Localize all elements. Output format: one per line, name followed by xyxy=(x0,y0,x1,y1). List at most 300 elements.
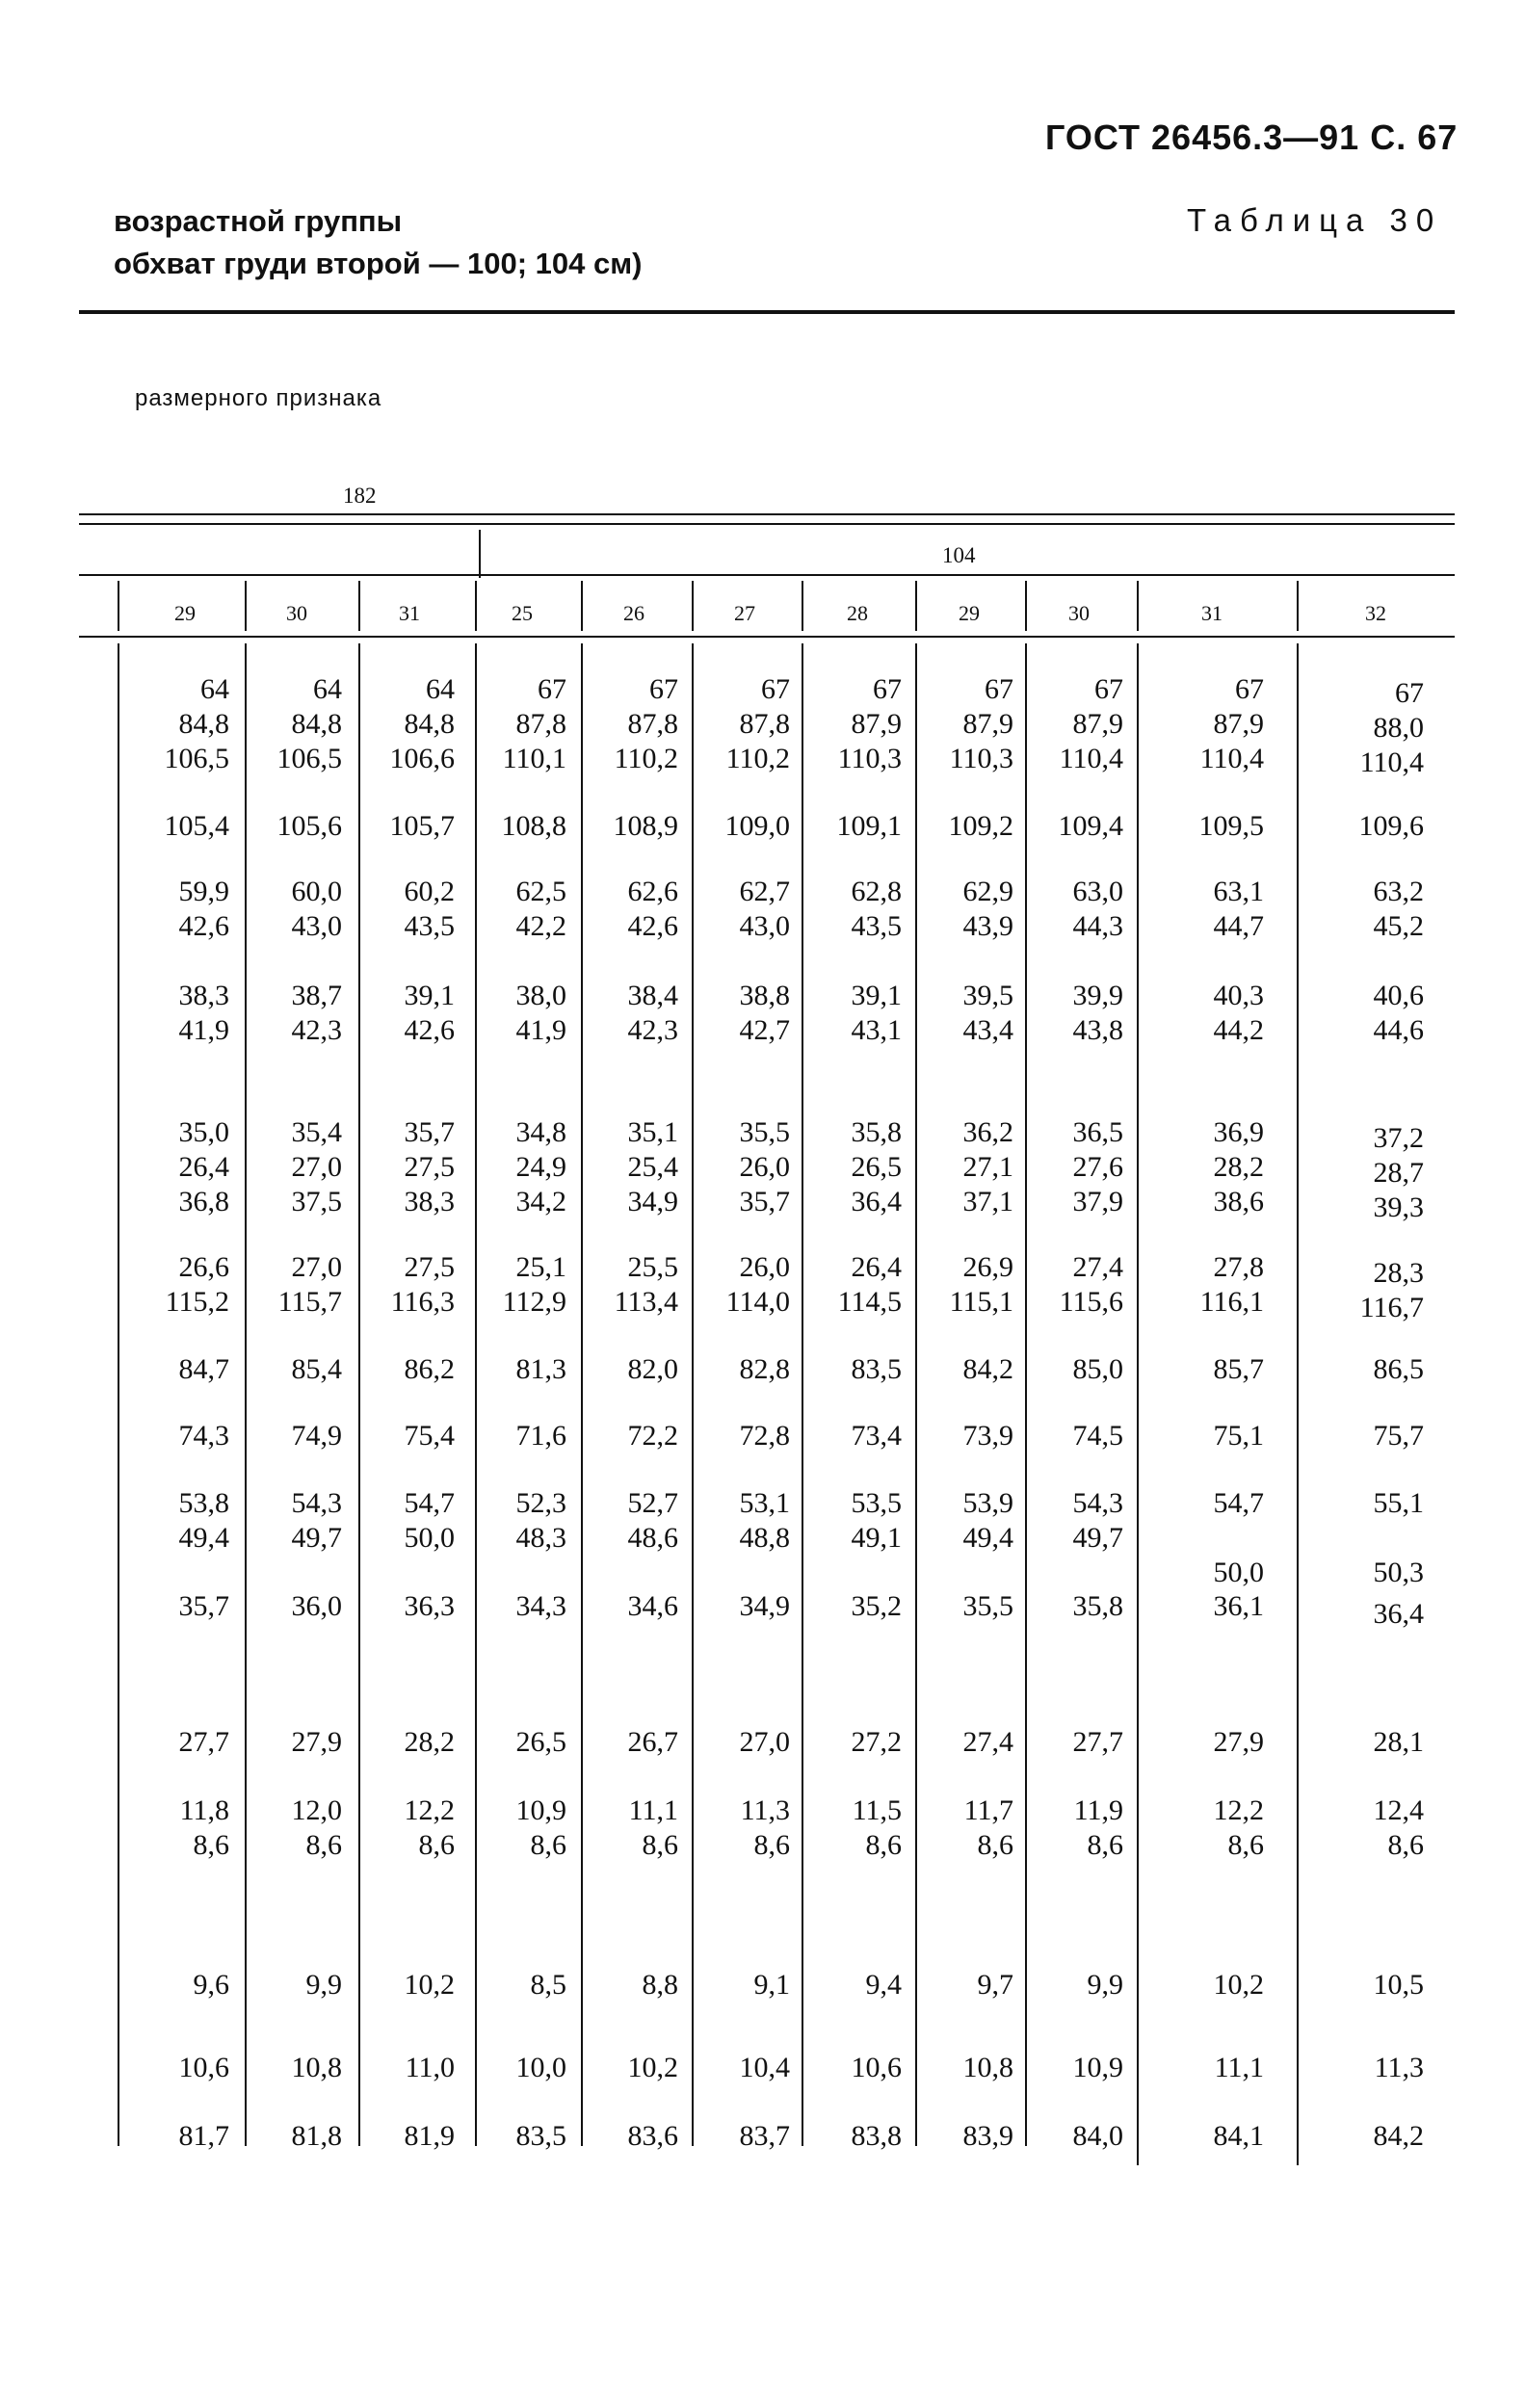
table-cell xyxy=(615,1250,678,1320)
table-cell xyxy=(628,875,679,944)
column-divider xyxy=(118,581,119,631)
table-cell xyxy=(1073,1352,1124,1387)
cell-value: 42,7 xyxy=(739,1014,790,1046)
table-cell xyxy=(1200,1250,1264,1320)
table-cell xyxy=(643,1968,679,2002)
cell-value: 8,6 xyxy=(305,1829,342,1861)
cell-value: 36,9 xyxy=(1213,1116,1264,1148)
header-rule xyxy=(79,310,1455,314)
table-cell xyxy=(1215,2051,1264,2085)
table-cell xyxy=(292,875,343,944)
table-cell xyxy=(853,1793,902,1863)
table-cell xyxy=(1073,1486,1124,1556)
column-header: 28 xyxy=(847,601,868,625)
cell-value: 63,0 xyxy=(1072,876,1123,907)
cell-value: 50,0 xyxy=(404,1522,455,1554)
cell-value: 8,6 xyxy=(753,1829,790,1861)
column-header: 31 xyxy=(1201,601,1223,625)
cell-value: 49,4 xyxy=(962,1522,1013,1554)
cell-value: 55,1 xyxy=(1373,1487,1424,1519)
cell-value: 34,2 xyxy=(515,1186,566,1217)
height-group-rule xyxy=(79,523,1455,525)
cell-value: 62,6 xyxy=(627,876,678,907)
cell-value: 25,4 xyxy=(627,1151,678,1183)
cell-value: 10,9 xyxy=(515,1794,566,1826)
cell-value: 109,6 xyxy=(1358,810,1424,842)
cell-value: 27,5 xyxy=(404,1151,455,1183)
cell-value: 35,4 xyxy=(291,1116,342,1148)
table-cell xyxy=(531,1968,567,2002)
cell-value: 27,1 xyxy=(962,1151,1013,1183)
cell-value: 54,7 xyxy=(1213,1487,1264,1519)
cell-value: 113,4 xyxy=(614,1286,678,1318)
cell-value: 26,6 xyxy=(178,1251,229,1283)
table-cell xyxy=(852,1486,903,1556)
table-cell xyxy=(963,2119,1014,2154)
cell-value: 83,7 xyxy=(739,2120,790,2152)
cell-value: 49,1 xyxy=(851,1522,902,1554)
table-cell xyxy=(740,1725,791,1760)
cell-value: 105,4 xyxy=(164,810,229,842)
cell-value: 35,7 xyxy=(404,1116,455,1148)
table-cell xyxy=(1214,1115,1265,1219)
cell-value: 85,4 xyxy=(291,1353,342,1385)
cell-value: 39,1 xyxy=(851,980,902,1011)
cell-value: 75,4 xyxy=(404,1420,455,1452)
table-cell xyxy=(1073,875,1124,944)
table-subtitle-line-1: возрастной группы xyxy=(114,204,403,238)
cell-value: 9,1 xyxy=(753,1969,790,2001)
body-column-divider xyxy=(245,643,247,2146)
table-cell xyxy=(740,1419,791,1453)
table-cell xyxy=(740,1486,791,1556)
body-column-divider xyxy=(581,643,583,2146)
cell-value: 9,7 xyxy=(977,1969,1013,2001)
cell-value: 28,2 xyxy=(404,1726,455,1758)
table-cell xyxy=(866,1968,903,2002)
cell-value: 38,8 xyxy=(739,980,790,1011)
column-divider xyxy=(358,581,360,631)
table-cell xyxy=(628,979,679,1048)
cell-value: 67 xyxy=(649,673,678,705)
cell-value: 115,7 xyxy=(277,1286,342,1318)
table-cell xyxy=(1360,1256,1424,1325)
table-cell xyxy=(1199,809,1265,844)
cell-value: 84,1 xyxy=(1213,2120,1264,2152)
table-cell xyxy=(1214,875,1265,944)
cell-value: 83,5 xyxy=(515,2120,566,2152)
cell-value: 86,2 xyxy=(404,1353,455,1385)
table-cell xyxy=(628,2119,679,2154)
table-cell xyxy=(405,2119,456,2154)
cell-value: 27,6 xyxy=(1072,1151,1123,1183)
cell-value: 12,2 xyxy=(404,1794,455,1826)
column-header: 27 xyxy=(734,601,755,625)
body-column-divider xyxy=(692,643,694,2146)
cell-value: 64 xyxy=(200,673,229,705)
body-column-divider xyxy=(1025,643,1027,2146)
table-cell xyxy=(628,1115,679,1219)
table-cell xyxy=(963,2051,1014,2085)
table-cell xyxy=(179,1115,230,1219)
table-cell xyxy=(628,1486,679,1556)
table-cell xyxy=(502,809,567,844)
table-cell xyxy=(292,1793,343,1863)
table-cell xyxy=(740,1589,791,1624)
table-cell xyxy=(179,1589,230,1624)
cell-value: 72,2 xyxy=(627,1420,678,1452)
cell-value: 48,8 xyxy=(739,1522,790,1554)
table-cell xyxy=(405,1725,456,1760)
body-column-divider xyxy=(118,643,119,2146)
cell-value: 8,6 xyxy=(1227,1829,1264,1861)
cell-value: 12,2 xyxy=(1213,1794,1264,1826)
cell-value: 115,6 xyxy=(1059,1286,1123,1318)
cell-value xyxy=(1214,1521,1265,1556)
column-divider xyxy=(1137,581,1139,631)
cell-value: 87,8 xyxy=(627,708,678,740)
table-cell xyxy=(1214,1589,1265,1624)
table-cell xyxy=(740,1115,791,1219)
cell-value: 44,7 xyxy=(1213,910,1264,942)
cell-value: 87,8 xyxy=(515,708,566,740)
cell-value: 27,8 xyxy=(1213,1251,1264,1283)
cell-value: 81,9 xyxy=(404,2120,455,2152)
table-cell xyxy=(741,1793,790,1863)
cell-value: 60,2 xyxy=(404,876,455,907)
cell-value: 10,2 xyxy=(627,2052,678,2083)
cell-value: 115,1 xyxy=(949,1286,1013,1318)
cell-value: 11,5 xyxy=(852,1794,902,1826)
table-cell xyxy=(390,672,456,776)
table-cell xyxy=(1060,672,1123,776)
cell-value: 81,8 xyxy=(291,2120,342,2152)
cell-value: 44,6 xyxy=(1373,1014,1424,1046)
table-cell xyxy=(852,1115,903,1219)
table-cell xyxy=(852,2119,903,2154)
table-cell xyxy=(516,1352,567,1387)
table-cell xyxy=(194,1968,230,2002)
table-cell xyxy=(628,1589,679,1624)
cell-value: 110,2 xyxy=(614,743,678,774)
column-header: 29 xyxy=(959,601,980,625)
cell-value: 10,6 xyxy=(178,2052,229,2083)
cell-value: 8,6 xyxy=(1387,1829,1424,1861)
cell-value: 36,0 xyxy=(291,1590,342,1622)
table-cell xyxy=(292,1486,343,1556)
table-cell xyxy=(852,1352,903,1387)
cell-value: 110,4 xyxy=(1359,746,1424,778)
cell-value: 26,7 xyxy=(627,1726,678,1758)
cell-value: 42,6 xyxy=(404,1014,455,1046)
table-cell xyxy=(516,875,567,944)
cell-value: 11,3 xyxy=(1374,2052,1424,2083)
table-cell xyxy=(179,1486,230,1556)
cell-value: 24,9 xyxy=(515,1151,566,1183)
cell-value: 39,9 xyxy=(1072,980,1123,1011)
cell-value: 84,7 xyxy=(178,1353,229,1385)
table-cell xyxy=(277,809,343,844)
cell-value: 106,6 xyxy=(389,743,455,774)
body-column-divider xyxy=(802,643,803,2146)
cell-value: 11,1 xyxy=(1214,2052,1264,2083)
table-cell xyxy=(838,672,902,776)
table-cell xyxy=(1074,1793,1123,1863)
cell-value: 12,4 xyxy=(1373,1794,1424,1826)
table-cell xyxy=(1374,1793,1425,1863)
column-header: 30 xyxy=(1068,601,1090,625)
cell-value: 44,2 xyxy=(1213,1014,1264,1046)
cell-value: 34,9 xyxy=(627,1186,678,1217)
cell-value: 109,5 xyxy=(1198,810,1264,842)
cell-value: 67 xyxy=(985,673,1013,705)
cell-value: 27,7 xyxy=(178,1726,229,1758)
cell-value: 35,8 xyxy=(1072,1590,1123,1622)
cell-value: 59,9 xyxy=(178,876,229,907)
cell-value: 26,4 xyxy=(178,1151,229,1183)
cell-value: 110,4 xyxy=(1199,743,1264,774)
cell-value: 34,6 xyxy=(627,1590,678,1622)
column-divider xyxy=(915,581,917,631)
cell-value: 36,4 xyxy=(1373,1598,1424,1630)
cell-value: 116,7 xyxy=(1359,1292,1424,1323)
table-cell xyxy=(179,979,230,1048)
table-cell xyxy=(1214,1419,1265,1453)
cell-value: 35,7 xyxy=(178,1590,229,1622)
cell-value: 27,7 xyxy=(1072,1726,1123,1758)
table-cell xyxy=(406,2051,455,2085)
cell-value: 27,5 xyxy=(404,1251,455,1283)
cell-value: 106,5 xyxy=(276,743,342,774)
table-cell xyxy=(1088,1968,1124,2002)
cell-value: 110,3 xyxy=(837,743,902,774)
cell-value: 84,8 xyxy=(291,708,342,740)
cell-value: 81,7 xyxy=(178,2120,229,2152)
chest-group-label: 104 xyxy=(942,543,976,567)
cell-value: 87,9 xyxy=(962,708,1013,740)
table-cell xyxy=(628,2051,679,2085)
cell-value: 74,3 xyxy=(178,1420,229,1452)
cell-value: 54,7 xyxy=(404,1487,455,1519)
table-cell xyxy=(405,1115,456,1219)
cell-value: 48,3 xyxy=(515,1522,566,1554)
table-cell xyxy=(614,809,679,844)
cell-value: 42,3 xyxy=(627,1014,678,1046)
cell-value: 87,8 xyxy=(739,708,790,740)
cell-value: 25,1 xyxy=(515,1251,566,1283)
table-cell xyxy=(1374,1486,1425,1590)
cell-value: 27,0 xyxy=(291,1151,342,1183)
cell-value: 11,9 xyxy=(1073,1794,1123,1826)
cell-value: 42,3 xyxy=(291,1014,342,1046)
body-column-divider xyxy=(915,643,917,2146)
table-cell xyxy=(963,875,1014,944)
cell-value: 74,9 xyxy=(291,1420,342,1452)
column-divider xyxy=(1297,581,1299,631)
cell-value: 28,3 xyxy=(1373,1257,1424,1289)
table-cell xyxy=(950,672,1013,776)
cell-value: 34,8 xyxy=(515,1116,566,1148)
cell-value: 8,6 xyxy=(865,1829,902,1861)
cell-value: 10,2 xyxy=(1213,1969,1264,2001)
cell-value: 52,7 xyxy=(627,1487,678,1519)
cell-value: 11,0 xyxy=(405,2052,455,2083)
cell-value: 35,2 xyxy=(851,1590,902,1622)
cell-value: 10,8 xyxy=(962,2052,1013,2083)
cell-value: 37,1 xyxy=(962,1186,1013,1217)
table-cell xyxy=(516,1419,567,1453)
cell-value: 11,1 xyxy=(628,1794,678,1826)
cell-value: 106,5 xyxy=(164,743,229,774)
cell-value: 28,1 xyxy=(1373,1726,1424,1758)
table-cell xyxy=(405,1589,456,1624)
cell-value: 82,8 xyxy=(739,1353,790,1385)
cell-value: 114,5 xyxy=(837,1286,902,1318)
table-cell xyxy=(1200,672,1264,776)
table-cell xyxy=(516,1115,567,1219)
cell-value: 85,7 xyxy=(1213,1353,1264,1385)
cell-value: 28,7 xyxy=(1373,1157,1424,1189)
cell-value: 36,5 xyxy=(1072,1116,1123,1148)
table-cell xyxy=(1360,676,1424,780)
cell-value: 53,1 xyxy=(739,1487,790,1519)
cell-value: 86,5 xyxy=(1373,1353,1424,1385)
cell-value: 35,7 xyxy=(739,1186,790,1217)
cell-value: 27,4 xyxy=(962,1726,1013,1758)
column-divider xyxy=(692,581,694,631)
table-cell xyxy=(1073,1589,1124,1624)
table-cell xyxy=(1374,2119,1425,2154)
cell-value: 88,0 xyxy=(1373,712,1424,744)
table-cell xyxy=(1375,2051,1424,2085)
column-header: 26 xyxy=(623,601,644,625)
table-cell xyxy=(1059,809,1124,844)
cell-value: 8,6 xyxy=(977,1829,1013,1861)
cell-value: 8,6 xyxy=(530,1829,566,1861)
cell-value: 67 xyxy=(1395,677,1424,709)
document-code: ГОСТ 26456.3—91 С. 67 xyxy=(1045,118,1459,157)
table-cell xyxy=(292,979,343,1048)
column-divider xyxy=(581,581,583,631)
cell-value: 10,9 xyxy=(1072,2052,1123,2083)
cell-value: 34,3 xyxy=(515,1590,566,1622)
cell-value: 83,6 xyxy=(627,2120,678,2152)
table-cell xyxy=(963,1486,1014,1556)
cell-value: 64 xyxy=(313,673,342,705)
cell-value: 27,9 xyxy=(1213,1726,1264,1758)
table-cell xyxy=(963,1725,1014,1760)
cell-value: 53,9 xyxy=(962,1487,1013,1519)
cell-value: 39,5 xyxy=(962,980,1013,1011)
cell-value: 38,0 xyxy=(515,980,566,1011)
table-cell xyxy=(964,1793,1013,1863)
cell-value: 43,0 xyxy=(291,910,342,942)
table-cell xyxy=(1374,875,1425,944)
cell-value: 83,9 xyxy=(962,2120,1013,2152)
table-cell xyxy=(740,2119,791,2154)
table-cell xyxy=(516,1793,567,1863)
cell-value: 43,0 xyxy=(739,910,790,942)
cell-value: 109,0 xyxy=(724,810,790,842)
table-cell xyxy=(1073,2119,1124,2154)
table-cell xyxy=(740,2051,791,2085)
cell-value: 112,9 xyxy=(502,1286,566,1318)
cell-value: 67 xyxy=(538,673,566,705)
table-cell xyxy=(292,1725,343,1760)
cell-value: 50,0 xyxy=(1213,1557,1264,1588)
cell-value: 114,0 xyxy=(725,1286,790,1318)
cell-value: 83,8 xyxy=(851,2120,902,2152)
table-cell xyxy=(963,1589,1014,1624)
table-number-label: Таблица 30 xyxy=(1187,202,1443,238)
cell-value: 84,8 xyxy=(178,708,229,740)
cell-value: 8,6 xyxy=(642,1829,678,1861)
cell-value: 37,9 xyxy=(1072,1186,1123,1217)
cell-value: 67 xyxy=(873,673,902,705)
cell-value: 50,3 xyxy=(1373,1557,1424,1588)
cell-value: 110,1 xyxy=(502,743,566,774)
cell-value: 26,5 xyxy=(515,1726,566,1758)
cell-value: 62,7 xyxy=(739,876,790,907)
table-cell xyxy=(179,2051,230,2085)
table-cell xyxy=(1214,979,1265,1048)
table-cell xyxy=(277,672,343,776)
cell-value: 11,7 xyxy=(963,1794,1013,1826)
cell-value: 52,3 xyxy=(515,1487,566,1519)
table-cell xyxy=(852,1589,903,1624)
table-cell xyxy=(837,809,903,844)
cell-value: 28,2 xyxy=(1213,1151,1264,1183)
table-cell xyxy=(852,1419,903,1453)
table-cell xyxy=(292,2119,343,2154)
table-cell xyxy=(1374,1968,1425,2002)
table-cell xyxy=(740,1352,791,1387)
cell-value: 12,0 xyxy=(291,1794,342,1826)
cell-value: 83,5 xyxy=(851,1353,902,1385)
table-cell xyxy=(1073,1419,1124,1453)
table-cell xyxy=(292,1419,343,1453)
table-cell xyxy=(516,1725,567,1760)
table-cell xyxy=(1214,1725,1265,1760)
cell-value: 27,0 xyxy=(291,1251,342,1283)
cell-value: 37,2 xyxy=(1373,1122,1424,1154)
cell-value: 10,6 xyxy=(851,2052,902,2083)
table-top-rule xyxy=(79,513,1455,515)
cell-value: 67 xyxy=(761,673,790,705)
table-cell xyxy=(1374,1121,1425,1225)
table-cell xyxy=(516,979,567,1048)
table-cell xyxy=(1073,1115,1124,1219)
table-cell xyxy=(292,1589,343,1624)
cell-value: 41,9 xyxy=(515,1014,566,1046)
cell-value: 27,2 xyxy=(851,1726,902,1758)
table-cell xyxy=(852,1725,903,1760)
cell-value: 54,3 xyxy=(1072,1487,1123,1519)
cell-value: 38,7 xyxy=(291,980,342,1011)
table-cell xyxy=(852,2051,903,2085)
table-cell xyxy=(726,1250,790,1320)
cell-value: 81,3 xyxy=(515,1353,566,1385)
table-cell xyxy=(1073,979,1124,1048)
table-cell xyxy=(179,1352,230,1387)
chest-group-divider xyxy=(479,530,481,578)
cell-value: 38,4 xyxy=(627,980,678,1011)
table-cell xyxy=(615,672,678,776)
table-cell xyxy=(1374,1597,1425,1632)
cell-value: 10,0 xyxy=(515,2052,566,2083)
table-cell xyxy=(179,1419,230,1453)
cell-value: 48,6 xyxy=(627,1522,678,1554)
